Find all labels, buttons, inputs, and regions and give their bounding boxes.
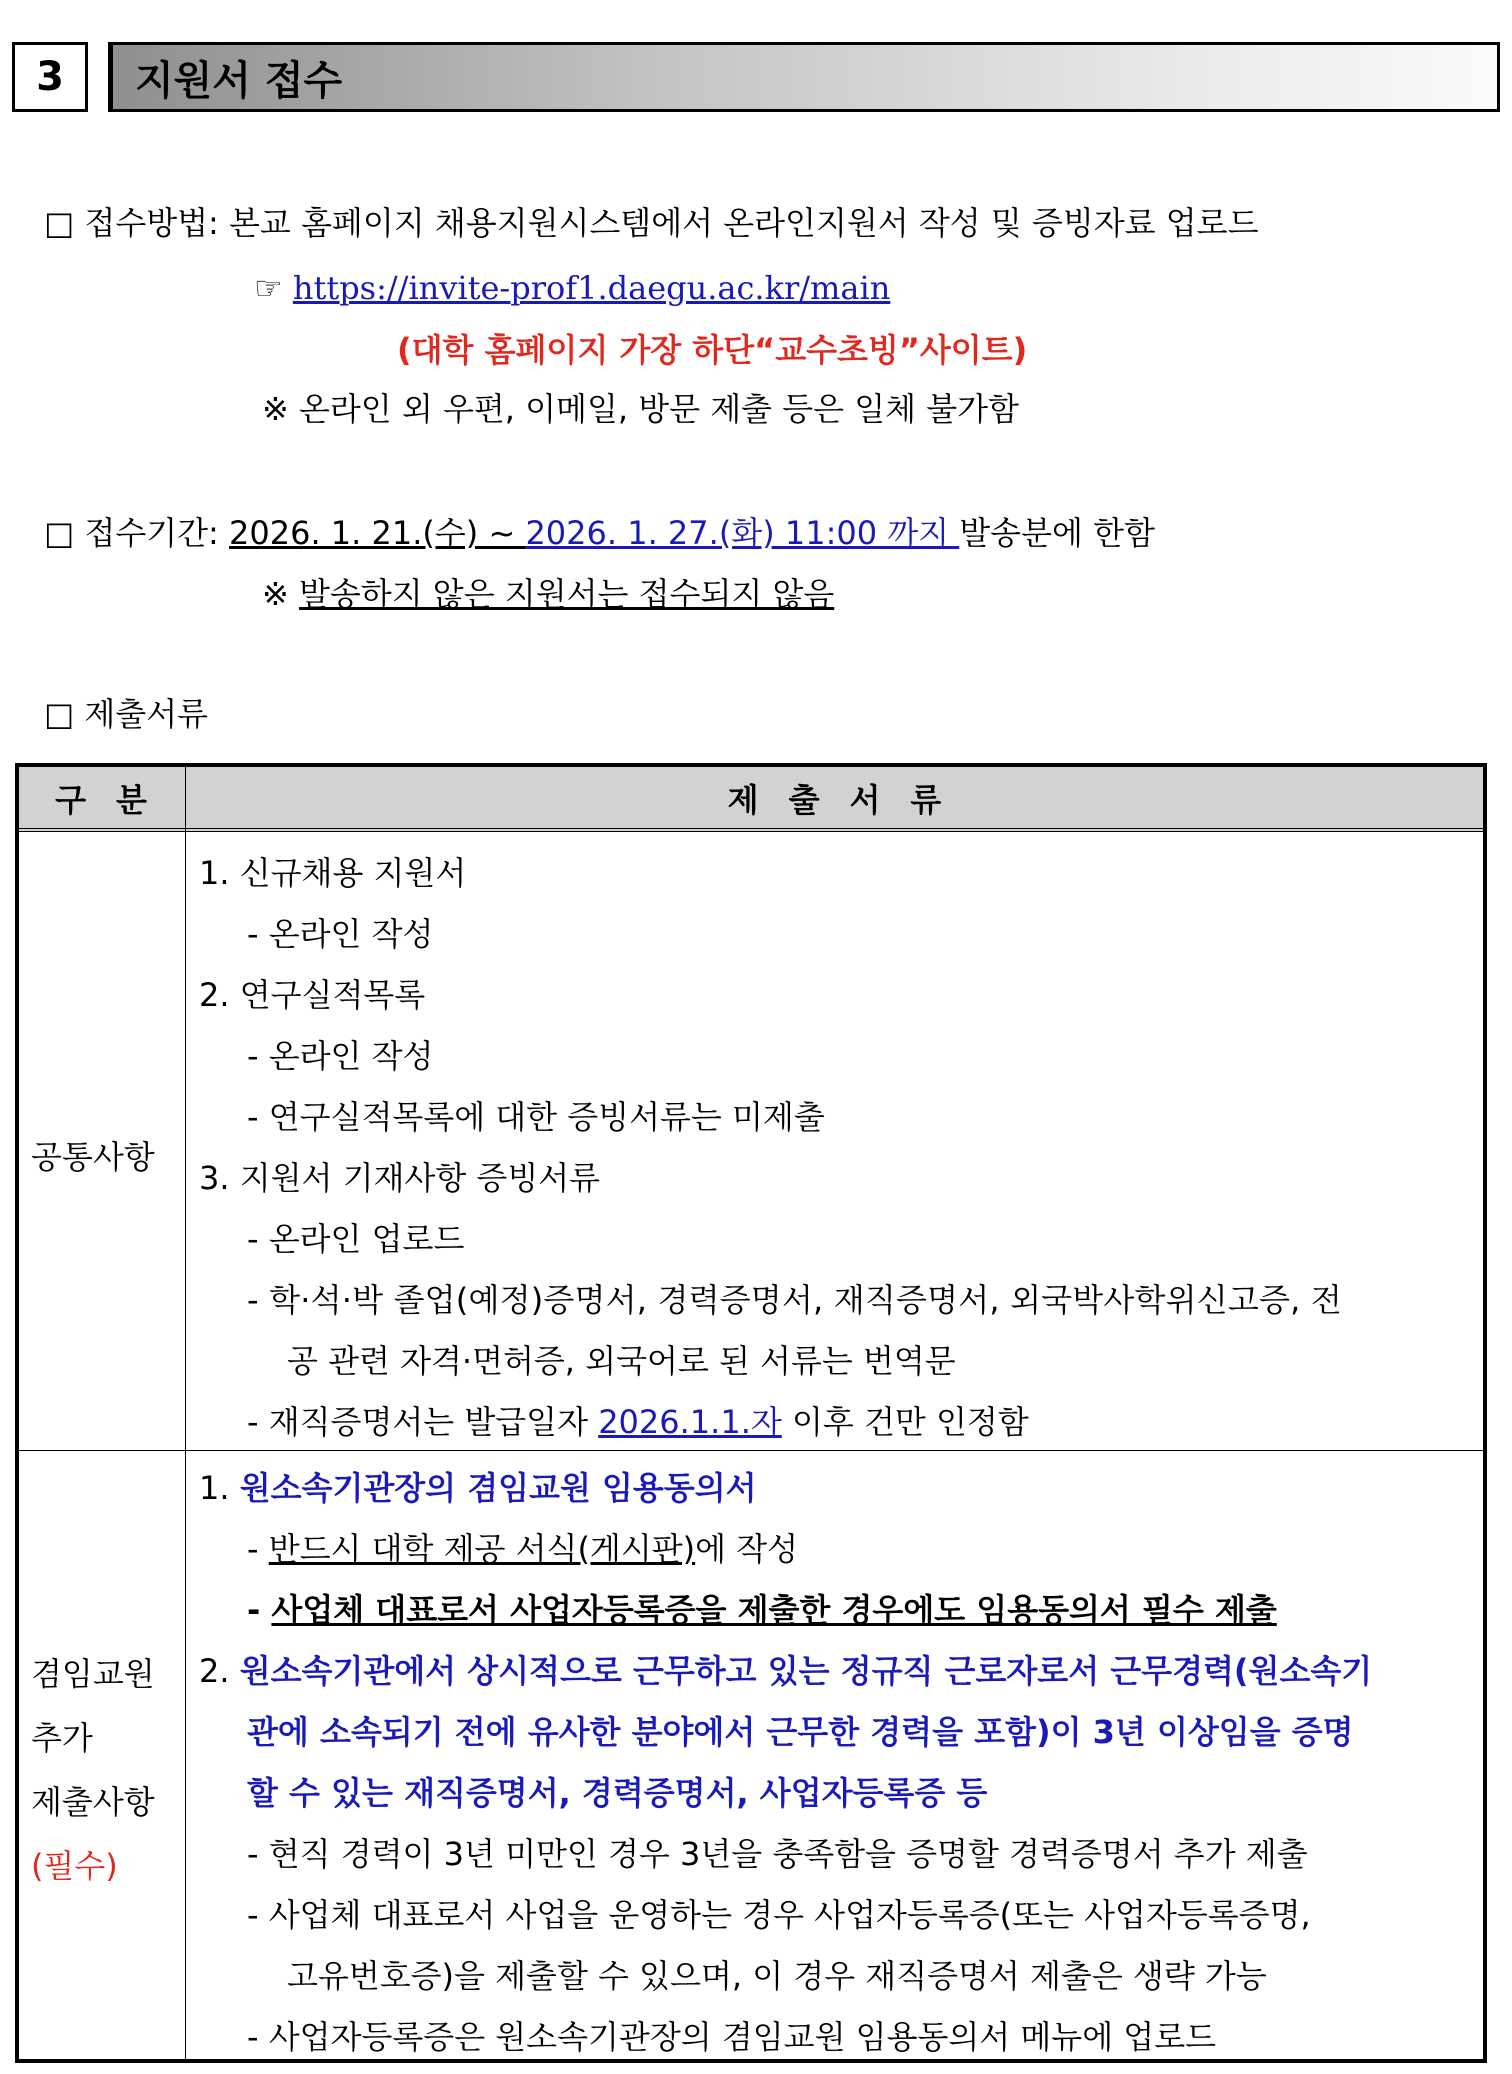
list-item: 공 관련 자격·면허증, 외국어로 된 서류는 번역문 — [287, 1342, 956, 1380]
form-suffix: 에 작성 — [695, 1530, 799, 1568]
item-number: 2. — [199, 1652, 240, 1690]
site-location-note: (대학 홈페이지 가장 하단“교수초빙”사이트) — [397, 331, 1028, 369]
list-item — [247, 1529, 798, 1569]
documents-table — [15, 763, 1487, 2063]
method-notice: ※ 온라인 외 우편, 이메일, 방문 제출 등은 일체 불가함 — [262, 390, 1019, 428]
last-prefix: - 재직증명서는 발급일자 — [247, 1403, 599, 1441]
dash: - — [247, 1530, 269, 1568]
header-documents: 제출서류 — [727, 780, 972, 819]
list-item: - 온라인 작성 — [247, 915, 434, 953]
list-item: - 사업체 대표로서 사업을 운영하는 경우 사업자등록증(또는 사업자등록증명, — [247, 1896, 1311, 1934]
table-header — [19, 767, 1483, 832]
issue-date: 2026.1.1.자 — [598, 1403, 782, 1441]
method-text: 본교 홈페이지 채용지원시스템에서 온라인지원서 작성 및 증빙자료 업로드 — [229, 204, 1259, 242]
list-item — [199, 1468, 757, 1508]
required-note: (필수) — [31, 1847, 118, 1885]
list-item: - 온라인 작성 — [247, 1037, 434, 1075]
method-label: □ 접수방법: — [44, 204, 230, 242]
documents-label: □ 제출서류 — [44, 695, 209, 733]
period-line — [44, 513, 1155, 553]
category-adjunct — [19, 1642, 185, 1898]
dash: - — [247, 1591, 272, 1629]
item-text: 원소속기관에서 상시적으로 근무하고 있는 정규직 근로자로서 근무경력(원소속기 — [239, 1652, 1373, 1690]
list-item: 고유번호증)을 제출할 수 있으며, 이 경우 재직증명서 제출은 생략 가능 — [287, 1957, 1267, 1995]
list-item — [247, 1402, 1029, 1442]
list-item: 2. 연구실적목록 — [199, 976, 426, 1014]
application-site-link[interactable]: https://invite-prof1.daegu.ac.kr/main — [292, 269, 891, 307]
period-start: 2026. 1. 21.(수) ~ — [229, 514, 526, 552]
period-notice: 발송하지 않은 지원서는 접수되지 않음 — [298, 575, 835, 613]
period-notice-line — [262, 574, 834, 614]
list-item: 할 수 있는 재직증명서, 경력증명서, 사업자등록증 등 — [247, 1774, 988, 1812]
list-item: 관에 소속되기 전에 유사한 분야에서 근무한 경력을 포함)이 3년 이상임을 증명 — [247, 1713, 1354, 1751]
method-line — [44, 203, 1259, 243]
row-divider — [19, 1450, 1483, 1451]
column-divider — [185, 767, 186, 2059]
form-requirement: 반드시 대학 제공 서식(게시판) — [268, 1530, 696, 1568]
period-end: 2026. 1. 27.(화) 11:00 까지 — [525, 514, 960, 552]
category-line: 추가 — [31, 1719, 93, 1757]
list-item: - 온라인 업로드 — [247, 1220, 465, 1258]
list-item — [199, 1651, 1372, 1691]
mandatory-note: 사업체 대표로서 사업자등록증을 제출한 경우에도 임용동의서 필수 제출 — [271, 1591, 1277, 1629]
section-title — [108, 42, 1500, 112]
list-item: - 학·석·박 졸업(예정)증명서, 경력증명서, 재직증명서, 외국박사학위신고증, 전 — [247, 1281, 1342, 1319]
period-label: □ 접수기간: — [44, 514, 230, 552]
item-title: 원소속기관장의 겸임교원 임용동의서 — [239, 1469, 757, 1507]
list-item: 1. 신규채용 지원서 — [199, 854, 467, 892]
list-item: 3. 지원서 기재사항 증빙서류 — [199, 1159, 601, 1197]
header-category: 구분 — [55, 780, 177, 819]
list-item — [247, 1590, 1277, 1630]
list-item: - 사업자등록증은 원소속기관장의 겸임교원 임용동의서 메뉴에 업로드 — [247, 2018, 1217, 2056]
item-number: 1. — [199, 1469, 240, 1507]
section-title-text: 지원서 접수 — [135, 57, 343, 104]
list-item: - 연구실적목록에 대한 증빙서류는 미제출 — [247, 1098, 825, 1136]
last-suffix: 이후 건만 인정함 — [781, 1403, 1029, 1441]
category-line: 제출사항 — [31, 1783, 155, 1821]
category-common: 공통사항 — [31, 1138, 155, 1176]
category-line: 겸임교원 — [31, 1655, 155, 1693]
section-number: 3 — [12, 42, 88, 112]
reference-mark-icon: ※ — [262, 575, 299, 613]
method-link-line — [254, 268, 890, 308]
pointing-hand-icon: ☞ — [254, 269, 293, 307]
period-suffix: 발송분에 한함 — [959, 514, 1155, 552]
list-item: - 현직 경력이 3년 미만인 경우 3년을 충족함을 증명할 경력증명서 추가 제출 — [247, 1835, 1308, 1873]
